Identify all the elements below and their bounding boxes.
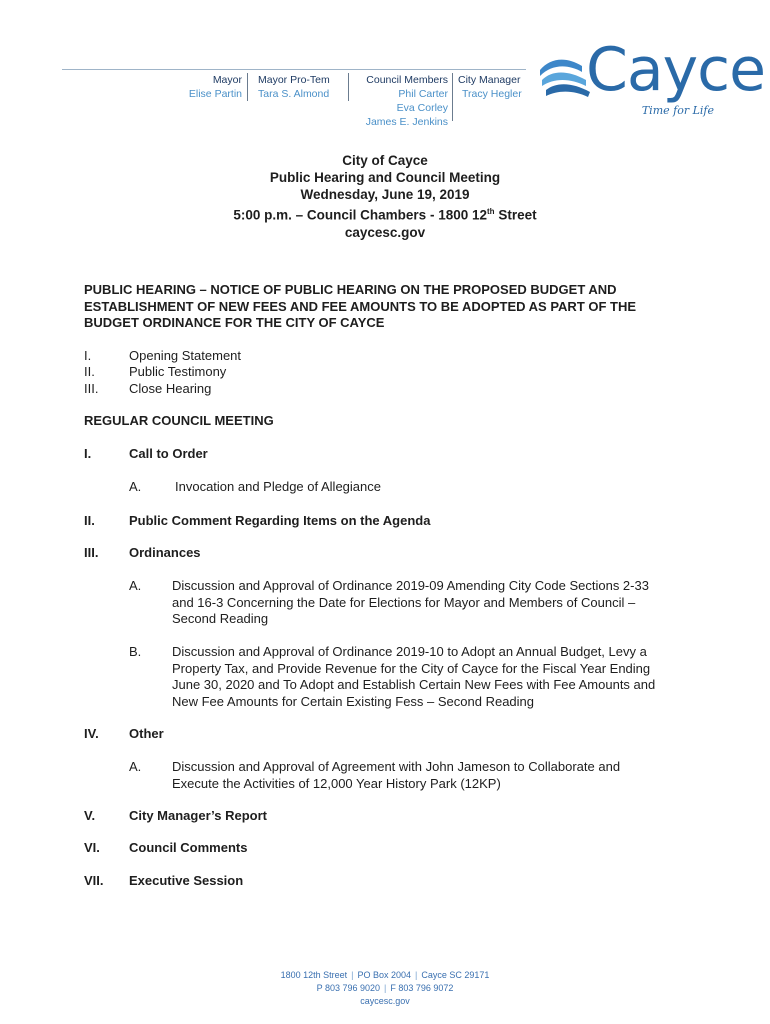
section-number: VII. bbox=[84, 873, 104, 888]
section-number: III. bbox=[84, 545, 99, 560]
hearing-item-text: Close Hearing bbox=[129, 381, 212, 396]
sub-item-text: Invocation and Pledge of Allegiance bbox=[175, 479, 381, 494]
hearing-item-number: II. bbox=[84, 364, 95, 379]
section-title: Ordinances bbox=[129, 545, 201, 560]
meeting-time-location: 5:00 p.m. – Council Chambers - 1800 12th Street bbox=[233, 207, 537, 223]
footer-contact bbox=[0, 969, 770, 1008]
sub-item-letter: A. bbox=[129, 479, 142, 494]
city-manager-role: City Manager bbox=[458, 74, 521, 86]
sub-item-letter: A. bbox=[129, 578, 142, 593]
section-number: IV. bbox=[84, 726, 99, 741]
section-title: City Manager’s Report bbox=[129, 808, 267, 823]
council-member-name: Eva Corley bbox=[396, 102, 448, 114]
section-number: V. bbox=[84, 808, 96, 823]
footer-address: 1800 12th Street | PO Box 2004 | Cayce SC 29171 bbox=[280, 970, 490, 980]
council-member-name: James E. Jenkins bbox=[365, 116, 448, 128]
mayor-pro-tem-role: Mayor Pro-Tem bbox=[258, 74, 330, 86]
sub-item-text: Discussion and Approval of Agreement with John Jameson to Collaborate and Execute the Activities of 12,000 Year History Park (12KP) bbox=[172, 759, 621, 791]
footer-phone-fax: P 803 796 9020 | F 803 796 9072 bbox=[316, 983, 454, 993]
logo-tagline: Time for Life bbox=[641, 104, 714, 117]
footer-website: caycesc.gov bbox=[360, 996, 410, 1006]
meeting-title-block bbox=[0, 152, 770, 241]
council-role: Council Members bbox=[366, 74, 448, 86]
meeting-date: Wednesday, June 19, 2019 bbox=[300, 187, 470, 202]
hearing-item-text: Opening Statement bbox=[129, 348, 242, 363]
sub-item-letter: A. bbox=[129, 759, 142, 774]
hearing-item-number: III. bbox=[84, 381, 99, 396]
section-title: Council Comments bbox=[129, 840, 248, 855]
section-title: Other bbox=[129, 726, 164, 741]
section-number: II. bbox=[84, 513, 95, 528]
divider-line bbox=[247, 73, 248, 101]
mayor-pro-tem-block bbox=[258, 73, 330, 101]
city-website: caycesc.gov bbox=[344, 224, 426, 240]
mayor-block bbox=[150, 73, 242, 101]
section-title: Call to Order bbox=[129, 446, 208, 461]
cayce-logo bbox=[536, 35, 766, 122]
council-block bbox=[342, 73, 448, 129]
regular-meeting-heading: REGULAR COUNCIL MEETING bbox=[84, 413, 274, 428]
hearing-item-number: I. bbox=[84, 348, 92, 363]
sub-item-letter: B. bbox=[129, 644, 142, 659]
mayor-role: Mayor bbox=[212, 74, 242, 86]
mayor-pro-tem-name: Tara S. Almond bbox=[258, 88, 330, 100]
city-name: City of Cayce bbox=[342, 153, 428, 168]
sub-item-text: Discussion and Approval of Ordinance 2019-10 to Adopt an Annual Budget, Levy a Property Tax, and Provide Revenue for the City of Cayce for the Fiscal Year Ending June 30, 2020 and To Adopt and Establish Certain New Fees with Fee Amounts and New Fee Amounts for Certain Existing Fess – Second Reading bbox=[172, 644, 656, 709]
meeting-type: Public Hearing and Council Meeting bbox=[269, 170, 501, 185]
section-title: Executive Session bbox=[129, 873, 244, 888]
logo-wordmark: Cayce bbox=[586, 35, 766, 105]
city-manager-name: Tracy Hegler bbox=[462, 88, 522, 100]
hearing-item-text: Public Testimony bbox=[129, 364, 227, 379]
section-number: VI. bbox=[84, 840, 100, 855]
divider-line bbox=[452, 73, 453, 121]
sub-item-text: Discussion and Approval of Ordinance 2019-09 Amending City Code Sections 2-33 and 16-3 Concerning the Date for Elections for Mayor and Members of Council – Second Reading bbox=[172, 578, 649, 626]
council-member-name: Phil Carter bbox=[398, 88, 448, 100]
section-number: I. bbox=[84, 446, 92, 461]
section-title: Public Comment Regarding Items on the Agenda bbox=[129, 513, 431, 528]
public-hearing-heading: PUBLIC HEARING – NOTICE OF PUBLIC HEARING ON THE PROPOSED BUDGET AND ESTABLISHMENT OF NEW FEES AND FEE AMOUNTS TO BE ADOPTED AS PART OF THE BUDGET ORDINANCE FOR THE CITY OF CAYCE bbox=[84, 282, 637, 330]
header-rule bbox=[62, 69, 526, 70]
mayor-name: Elise Partin bbox=[188, 88, 242, 100]
city-manager-block bbox=[458, 73, 522, 101]
